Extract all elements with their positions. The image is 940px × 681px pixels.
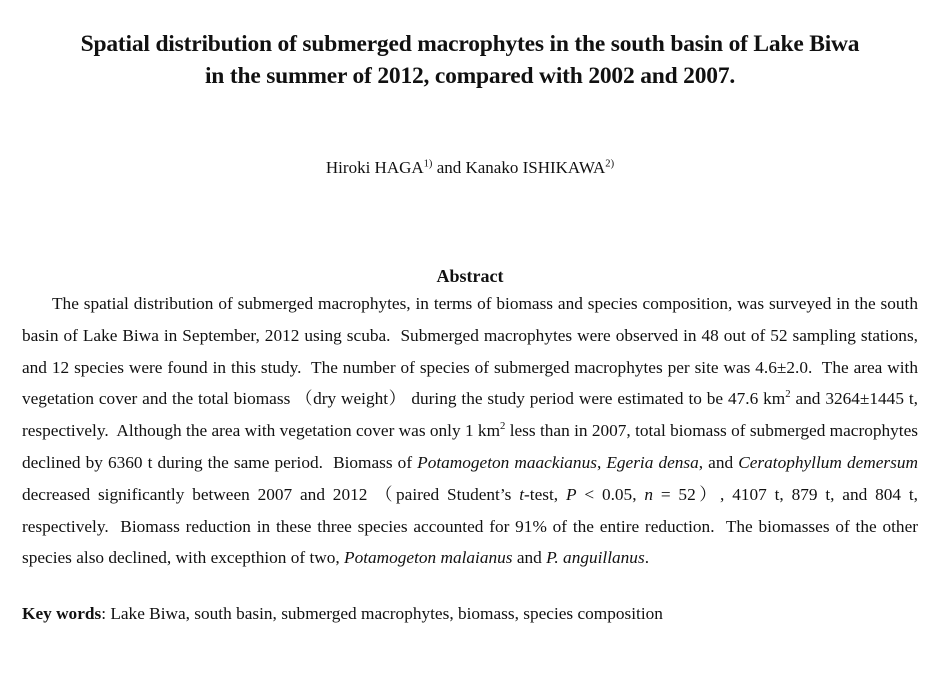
paper-title [22, 28, 918, 92]
abstract-heading: Abstract [436, 266, 504, 286]
keywords-line [22, 602, 918, 626]
paper-title-line2: in the summer of 2012, compared with 2002 and 2007. [204, 63, 736, 89]
keywords-text: : Lake Biwa, south basin, submerged macrophytes, biomass, species composition [101, 604, 663, 624]
authors-line: Hiroki HAGA$^{1)}$ and Kanako ISHIKAWA$^{2)}$ [325, 158, 615, 177]
keywords-label: Key words [22, 604, 102, 624]
paper-title-line1: Spatial distribution of submerged macrophytes in the south basin of Lake Biwa [80, 31, 860, 57]
abstract-paragraph: The spatial distribution of submerged macrophytes, in terms of biomass and species composition, was surveyed in the south basin of Lake Biwa in September, 2012 using scuba. Submerged macrophytes were observed in 48 out of 52 sampling stations, and 12 species were found in this study. The number of species of submerged macrophytes per site was 4.6±2.0. The area with vegetation cover and the total biomass （dry weight） during the study period were estimated to be 47.6 $km^2$ and 3264±1445 t, respectively. Although the area with vegetation cover was only 1 $km^2$ less than in 2007, total biomass of submerged macrophytes declined by 6360 t during the same period. Biomass of Potamogeton maackianus, Egeria densa, and Ceratophyllum demersum decreased significantly between 2007 and 2012 （paired Student’s t-test, P < 0.05, n = 52）, 4107 t, 879 t, and 804 t, respectively. Biomass reduction in these three species accounted for 91% of the entire reduction. The biomasses of the other species also declined, with excepthion of two, Potamogeton malaianus and P. anguillanus. [22, 294, 923, 568]
